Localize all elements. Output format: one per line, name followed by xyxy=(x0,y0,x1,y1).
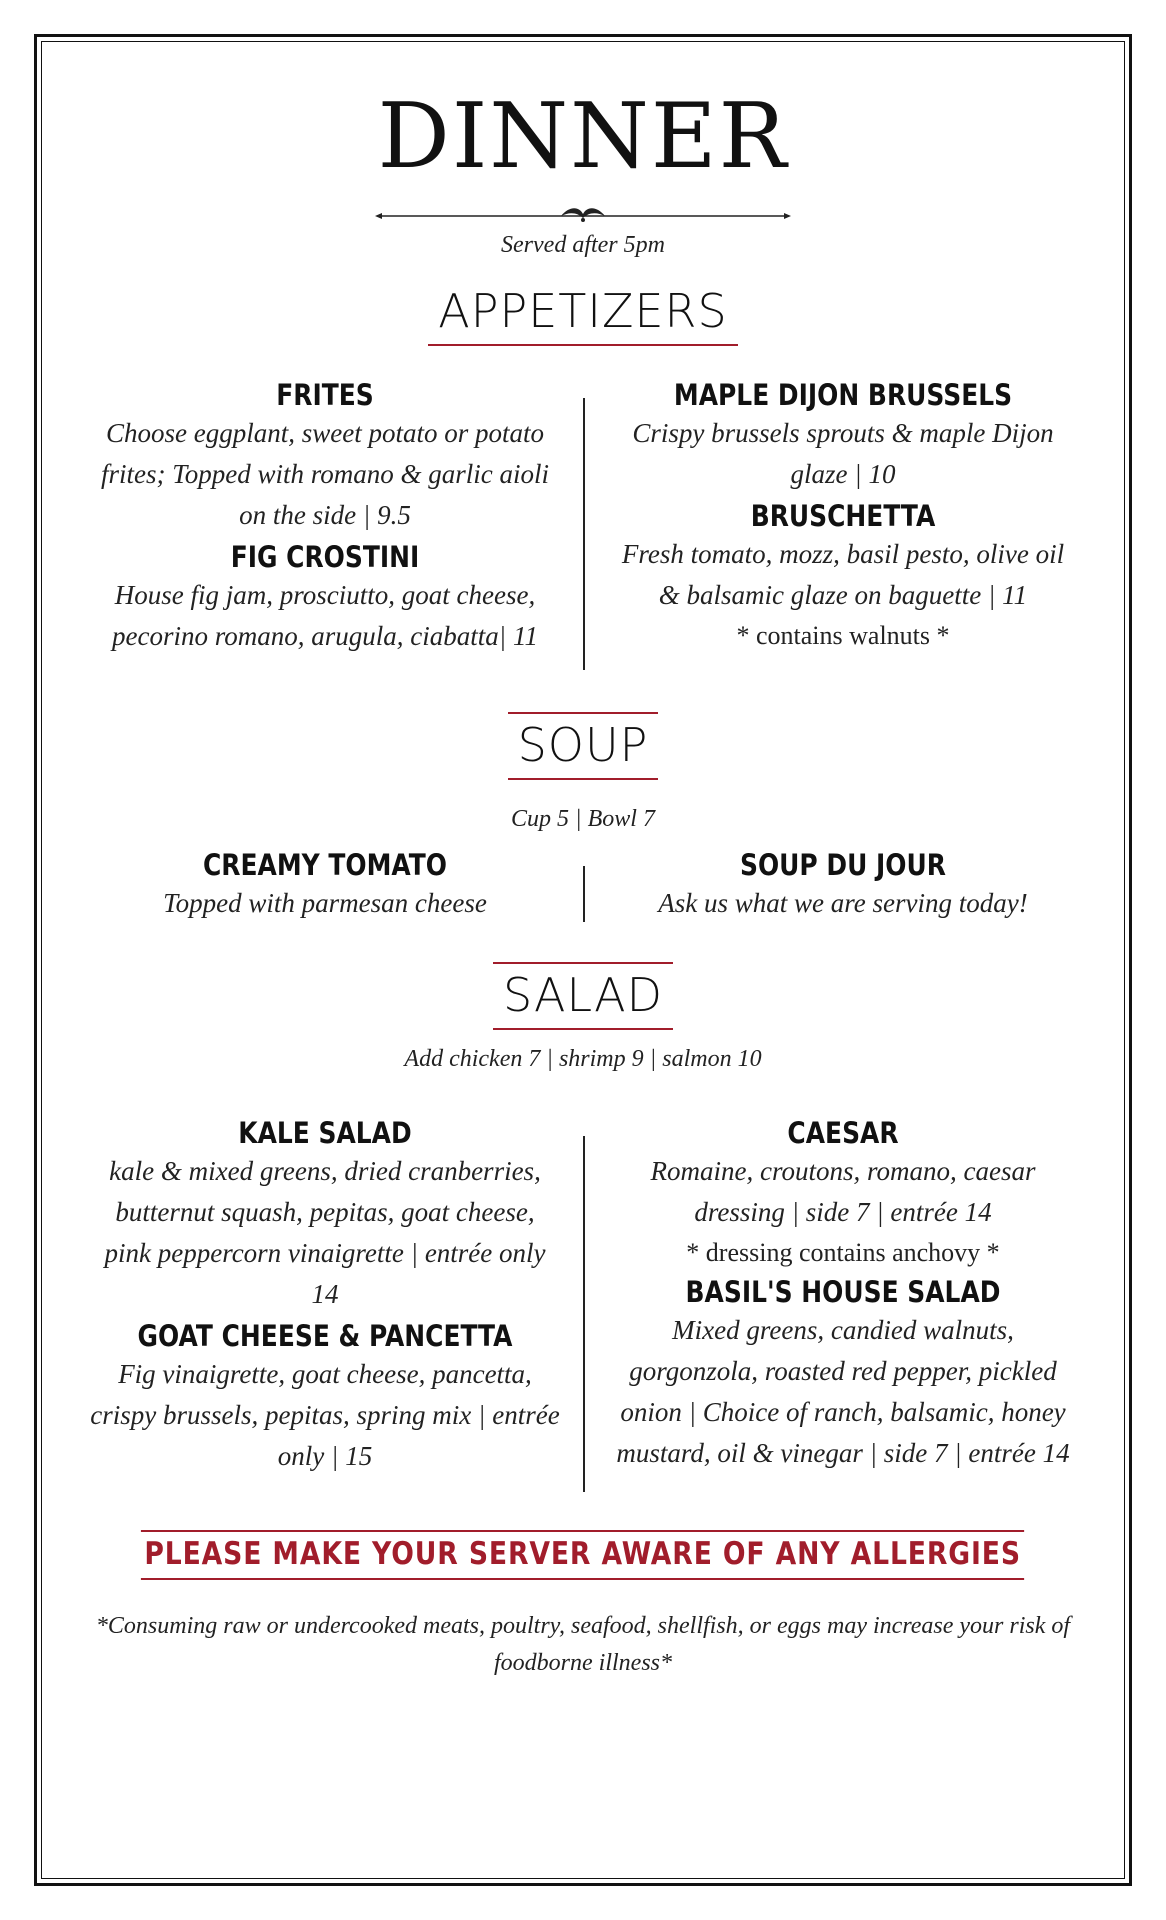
item-desc-maple-dijon-brussels: Crispy brussels sprouts & maple Dijon glaze | 10 xyxy=(632,417,1054,489)
allergy-notice: PLEASE MAKE YOUR SERVER AWARE OF ANY ALLERGIES xyxy=(141,1530,1024,1580)
item-name-caesar: CAESAR xyxy=(787,1116,899,1150)
soup-left-column xyxy=(90,848,560,924)
salad-heading: SALAD xyxy=(493,962,673,1030)
item-name-goat-cheese-pancetta: GOAT CHEESE & PANCETTA xyxy=(137,1318,513,1353)
soup-heading: SOUP xyxy=(508,712,659,780)
appetizers-heading-wrap xyxy=(0,280,1166,346)
allergy-notice-wrap xyxy=(0,1530,1166,1580)
item-name-maple-dijon-brussels: MAPLE DIJON BRUSSELS xyxy=(673,378,1013,412)
menu-title: DINNER xyxy=(377,84,789,189)
salad-divider xyxy=(583,1136,585,1492)
item-desc-creamy-tomato: Topped with parmesan cheese xyxy=(163,887,487,918)
item-desc-fig-crostini: House fig jam, prosciutto, goat cheese, pecorino romano, arugula, ciabatta| 11 xyxy=(112,579,538,651)
item-desc-bruschetta: Fresh tomato, mozz, basil pesto, olive oil & balsamic glaze on baguette | 11 xyxy=(621,538,1065,610)
appetizers-divider xyxy=(583,398,585,670)
item-name-fig-crostini: FIG CROSTINI xyxy=(230,539,420,574)
soup-right-column xyxy=(610,848,1076,924)
divider-ornament-icon xyxy=(375,204,791,228)
appetizers-heading: APPETIZERS xyxy=(428,280,737,346)
salad-heading-wrap xyxy=(0,962,1166,1030)
soup-heading-wrap xyxy=(0,712,1166,780)
item-name-bruschetta: BRUSCHETTA xyxy=(750,498,936,533)
appetizers-right-column xyxy=(610,378,1076,656)
appetizers-left-column xyxy=(90,378,560,657)
item-desc-caesar: Romaine, croutons, romano, caesar dressing | side 7 | entrée 14 xyxy=(650,1155,1036,1227)
item-desc-soup-du-jour: Ask us what we are serving today! xyxy=(658,887,1028,918)
soup-pricing: Cup 5 | Bowl 7 xyxy=(511,806,655,832)
item-note-caesar: * dressing contains anchovy * xyxy=(686,1237,1000,1267)
salad-addons: Add chicken 7 | shrimp 9 | salmon 10 xyxy=(404,1046,762,1072)
item-desc-basils-house-salad: Mixed greens, candied walnuts, gorgonzola, roasted red pepper, pickled onion | Choice of ranch, balsamic, honey mustard, oil & vinegar | side 7 | entrée 14 xyxy=(616,1314,1070,1468)
item-desc-frites: Choose eggplant, sweet potato or potato frites; Topped with romano & garlic aioli on the side | 9.5 xyxy=(100,417,550,530)
item-name-creamy-tomato: CREAMY TOMATO xyxy=(202,848,448,882)
item-desc-kale-salad: kale & mixed greens, dried cranberries, butternut squash, pepitas, goat cheese, pink peppercorn vinaigrette | entrée only 14 xyxy=(104,1155,546,1309)
item-name-frites: FRITES xyxy=(276,378,374,412)
item-name-soup-du-jour: SOUP DU JOUR xyxy=(740,848,946,882)
item-name-kale-salad: KALE SALAD xyxy=(238,1116,412,1150)
item-name-basils-house-salad: BASIL'S HOUSE SALAD xyxy=(685,1274,1001,1309)
food-safety-disclaimer: *Consuming raw or undercooked meats, poultry, seafood, shellfish, or eggs may increase your risk of foodborne illness* xyxy=(95,1613,1071,1676)
soup-divider xyxy=(583,866,585,922)
salad-right-column xyxy=(610,1116,1076,1474)
menu-subtitle: Served after 5pm xyxy=(501,232,665,258)
item-desc-goat-cheese-pancetta: Fig vinaigrette, goat cheese, pancetta, crispy brussels, pepitas, spring mix | entrée only | 15 xyxy=(90,1358,560,1471)
salad-left-column xyxy=(90,1116,560,1477)
item-note-bruschetta: * contains walnuts * xyxy=(736,620,950,650)
